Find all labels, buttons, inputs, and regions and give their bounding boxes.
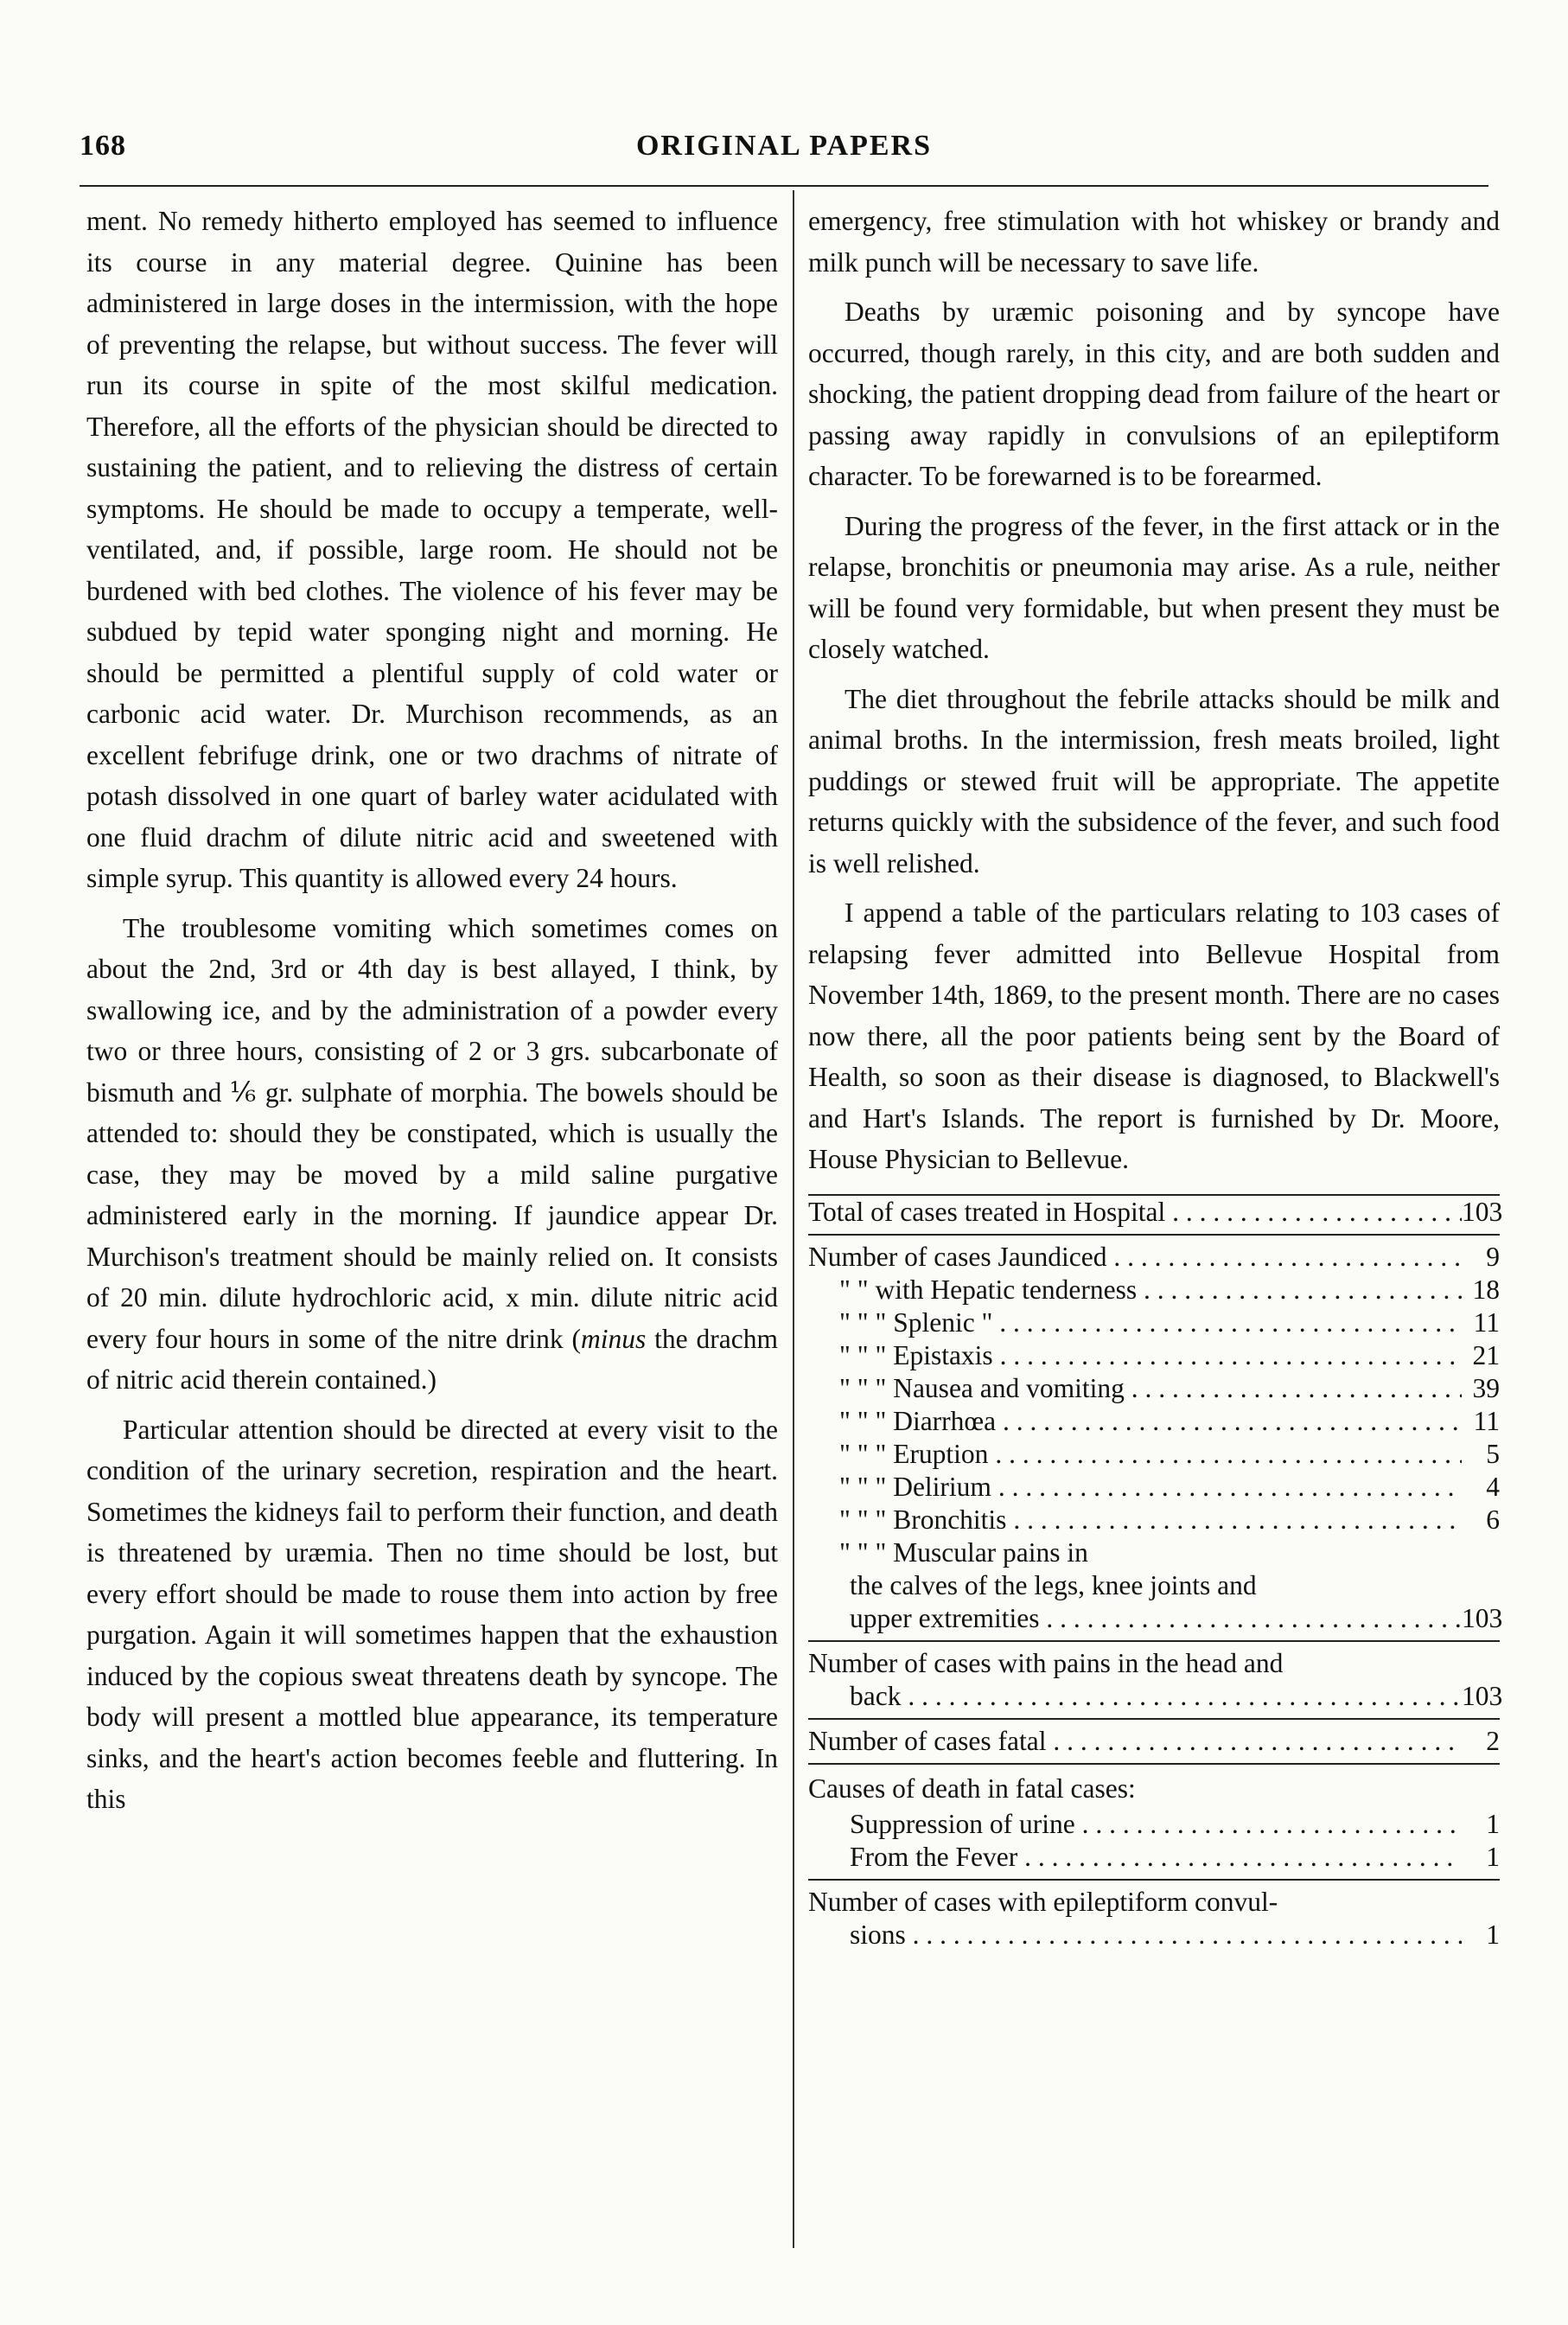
row-value: 1 [1486, 1808, 1500, 1839]
row-label: Total of cases treated in Hospital . . . [808, 1196, 1462, 1229]
row-value: 18 [1472, 1274, 1500, 1305]
row-label-line: Number of cases with pains in the head and [808, 1647, 1284, 1678]
table-row [808, 1339, 1500, 1372]
row-label: " " " Delirium . . . [808, 1471, 1462, 1504]
row-label: Number of cases fatal . . . [808, 1725, 1462, 1758]
table-row [808, 1405, 1500, 1438]
row-label: back . . . [808, 1680, 1462, 1713]
row-label: " " " Nausea and vomiting . . . [808, 1372, 1462, 1405]
table-row [808, 1471, 1500, 1504]
paragraph: The diet throughout the febrile attacks should be milk and animal broths. In the intermission, fresh meats broiled, light puddings or stewed fruit will be appropriate. The appetite returns quickly with the subsidence of the fever, and such food is well relished. [808, 683, 1500, 878]
table-row [808, 1372, 1500, 1405]
row-value: 6 [1486, 1504, 1500, 1535]
paragraph: Deaths by uræmic poisoning and by syncope have occurred, though rarely, in this city, and are both sudden and shocking, the patient dropping dead from failure of the heart or passing away rapidly in convulsions of an epileptiform character. To be forewarned is to be forearmed. [808, 297, 1500, 491]
page-number: 168 [80, 130, 126, 162]
table-row [808, 1274, 1500, 1306]
paragraph: During the progress of the fever, in the first attack or in the relapse, bronchitis or pneumonia may arise. As a rule, neither will be found very formidable, but when present they must be closely watched. [808, 510, 1500, 664]
table-rule [808, 1640, 1500, 1642]
row-label: Suppression of urine . . . [808, 1808, 1462, 1841]
row-label-line: " " " Muscular pains in [839, 1536, 1088, 1568]
running-title: ORIGINAL PAPERS [635, 130, 933, 162]
page-header [80, 130, 1488, 182]
table-row [808, 1602, 1503, 1635]
row-label: From the Fever . . . [808, 1841, 1462, 1874]
statistics-table [808, 1194, 1503, 1951]
causes-heading: Causes of death in fatal cases: [808, 1772, 1136, 1804]
right-column [808, 201, 1503, 1951]
row-value: 103 [1462, 1196, 1503, 1227]
row-value: 39 [1472, 1372, 1500, 1403]
row-label: " " " Bronchitis . . . [808, 1504, 1462, 1536]
table-row [808, 1725, 1500, 1758]
row-value: 11 [1473, 1405, 1500, 1436]
table-row [808, 1196, 1503, 1229]
row-value: 1 [1486, 1841, 1500, 1872]
table-rule [808, 1234, 1500, 1236]
row-label: " " " Diarrhœa . . . [808, 1405, 1462, 1438]
table-rule [808, 1879, 1500, 1881]
table-row [808, 1808, 1500, 1841]
row-label: " " " Eruption . . . [808, 1438, 1462, 1471]
table-row [808, 1306, 1500, 1339]
paragraph [86, 908, 778, 1401]
table-row [808, 1680, 1503, 1713]
row-value: 4 [1486, 1471, 1500, 1502]
row-label: " " " Splenic " . . . [808, 1306, 1462, 1339]
table-rule [808, 1718, 1500, 1720]
table-rule [808, 1763, 1500, 1765]
table-row [808, 1438, 1500, 1471]
paragraph-text: The troublesome vomiting which sometimes comes on about the 2nd, 3rd or 4th day is best allayed, I think, by swallowing ice, and by the administration of a powder every two or three hours, consisting of 2 or 3 grs. subcarbonate of bismuth and ⅙ gr. sulphate of morphia. The bowels should be attended to: should they be constipated, which is usually the case, they may be moved by a mild saline purgative administered early in the morning. If jaundice appear Dr. Murchison's treatment should be mainly relied on. It consists of 20 min. dilute hydrochloric acid, x min. dilute nitric acid every four hours in some of the nitre drink ( [86, 912, 778, 1354]
table-row [808, 1504, 1500, 1536]
row-value: 103 [1462, 1680, 1503, 1711]
row-value: 9 [1486, 1241, 1500, 1272]
paragraph: I append a table of the particulars relating to 103 cases of relapsing fever admitted into Bellevue Hospital from November 14th, 1869, to the present month. There are no cases now there, all the poor patients being sent by the Board of Health, so soon as their disease is diagnosed, to Blackwell's and Hart's Islands. The report is furnished by Dr. Moore, House Physician to Bellevue. [808, 897, 1500, 1174]
column-divider [793, 190, 794, 2248]
table-row [808, 1841, 1500, 1874]
paragraph: ment. No remedy hitherto employed has seemed to influence its course in any material degree. Quinine has been administered in large doses in the intermission, with the hope of preventing the relapse, but without success. The fever will run its course in spite of the most skilful medication. Therefore, all the efforts of the physician should be directed to sustaining the patient, and to relieving the distress of certain symptoms. He should be made to occupy a temperate, well-ventilated, and, if possible, large room. He should not be burdened with bed clothes. The violence of his fever may be subdued by tepid water sponging night and morning. He should be permitted a plentiful supply of cold water or carbonic acid water. Dr. Murchison recommends, as an excellent febrifuge drink, one or two drachms of nitrate of potash dissolved in one quart of barley water acidulated with one fluid drachm of dilute nitric acid and sweetened with simple syrup. This quantity is allowed every 24 hours. [86, 206, 778, 893]
row-value: 103 [1462, 1602, 1503, 1633]
left-column [86, 201, 778, 1829]
row-label: Number of cases Jaundiced . . . [808, 1241, 1462, 1274]
row-value: 11 [1473, 1306, 1500, 1338]
row-value: 21 [1472, 1339, 1500, 1370]
row-value: 2 [1486, 1725, 1500, 1756]
row-value: 1 [1486, 1919, 1500, 1950]
header-rule [80, 185, 1488, 187]
table-row [808, 1919, 1500, 1951]
row-label: upper extremities . . . [808, 1602, 1462, 1635]
row-value: 5 [1486, 1438, 1500, 1469]
row-label-line: Number of cases with epileptiform convul- [808, 1886, 1278, 1917]
paragraph: emergency, free stimulation with hot whiskey or brandy and milk punch will be necessary to save life. [808, 206, 1500, 278]
paragraph: Particular attention should be directed at every visit to the condition of the urinary secretion, respiration and the heart. Sometimes the kidneys fail to perform their function, and death is threatened by uræmia. Then no time should be lost, but every effort should be made to rouse them into action by free purgation. Again it will sometimes happen that the exhaustion induced by the copious sweat threatens death by syncope. The body will present a mottled blue appearance, its temperature sinks, and the heart's action becomes feeble and fluttering. In this [86, 1414, 778, 1814]
row-label: " " " Epistaxis . . . [808, 1339, 1462, 1372]
row-label-line: the calves of the legs, knee joints and [850, 1569, 1257, 1600]
row-label: " " with Hepatic tenderness . . . [808, 1274, 1462, 1306]
paragraph-text: the drachm of nitric acid therein contained.) [86, 1323, 778, 1395]
table-row [808, 1241, 1500, 1274]
row-label: sions . . . [808, 1919, 1462, 1951]
italic-text: minus [580, 1323, 647, 1354]
